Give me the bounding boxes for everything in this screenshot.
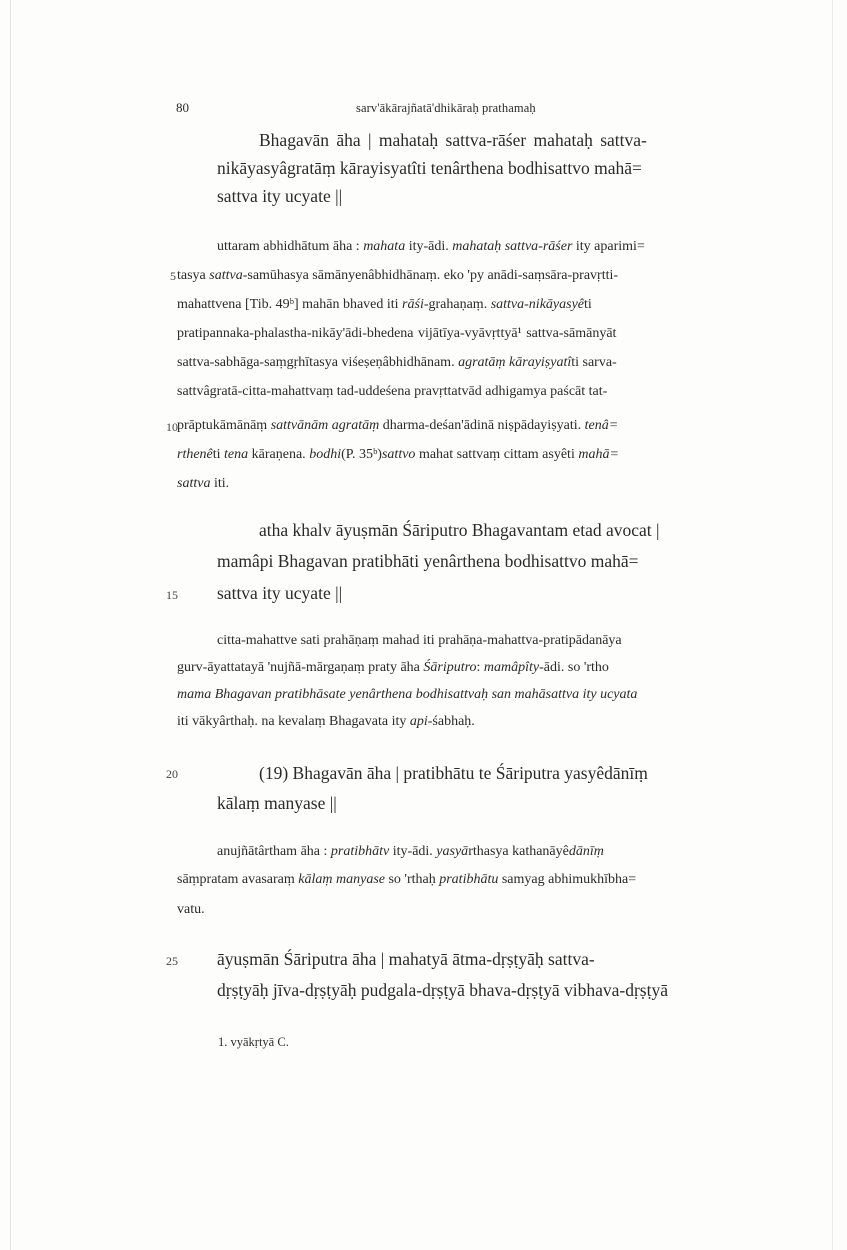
line-number: 5	[170, 269, 176, 283]
page-number: 80	[176, 100, 189, 115]
commentary-line: uttaram abhidhātum āha : mahata ity-ādi. mahataḥ sattva-rāśer ity aparimi=	[217, 239, 645, 254]
commentary-line: citta-mahattve sati prahāṇaṃ mahad iti prahāṇa-mahattva-pratipādanāya	[217, 633, 622, 648]
line-number: 10	[166, 420, 178, 434]
commentary-line: sāṃpratam avasaraṃ kālaṃ manyase so 'rthaḥ pratibhātu samyag abhimukhībha=	[177, 872, 637, 887]
base-text-line: āyuṣmān Śāriputra āha | mahatyā ātma-dṛṣṭyāḥ sattva-	[217, 949, 595, 969]
line-number: 15	[166, 588, 178, 602]
base-text-line: dṛṣṭyāḥ jīva-dṛṣṭyāḥ pudgala-dṛṣṭyā bhava-dṛṣṭyā vibhava-dṛṣṭyā	[217, 980, 668, 1000]
base-text-line: Bhagavān āha | mahataḥ sattva-rāśer mahataḥ sattva-	[259, 130, 647, 150]
commentary-line: sattvâgratā-citta-mahattvaṃ tad-uddeśena pravṛttatvād adhigamya paścāt tat-	[177, 384, 608, 399]
line-number: 25	[166, 954, 178, 968]
base-text-line: nikāyasyâgratāṃ kārayisyatîti tenârthena bodhisattvo mahā=	[217, 158, 642, 178]
commentary-line: rthenêti tena kāraṇena. bodhi(P. 35ᵇ)sattvo mahat sattvaṃ cittam asyêti mahā=	[177, 447, 619, 462]
base-text-line: kālaṃ manyase ||	[217, 793, 337, 813]
base-text-line: sattva ity ucyate ||	[217, 583, 343, 603]
commentary-line: mahattvena [Tib. 49ᵇ] mahān bhaved iti rāśi-grahaṇaṃ. sattva-nikāyasyêti	[177, 297, 592, 312]
line-number: 20	[166, 767, 178, 781]
commentary-line: vatu.	[177, 902, 205, 917]
scan-edge-left	[10, 0, 11, 1250]
commentary-line: pratipannaka-phalastha-nikāy'ādi-bhedena vijātīya-vyāvṛttyā¹ sattva-sāmānyāt	[177, 326, 617, 341]
commentary-line: sattva iti.	[177, 476, 230, 491]
base-text-line: atha khalv āyuṣmān Śāriputro Bhagavantam etad avocat |	[259, 520, 660, 540]
commentary-line: gurv-āyattatayā 'nujñā-mārgaṇaṃ praty āha Śāriputro: mamâpîty-ādi. so 'rtho	[177, 660, 609, 675]
commentary-line: sattva-sabhāga-saṃgṛhītasya viśeṣeṇâbhidhānam. agratāṃ kārayiṣyatîti sarva-	[177, 355, 617, 370]
running-title: sarv'ākārajñatā'dhikāraḥ prathamaḥ	[356, 101, 536, 115]
commentary-line: tasya sattva-samūhasya sāmānyenâbhidhānaṃ. eko 'py anādi-saṃsāra-pravṛtti-	[177, 268, 619, 283]
commentary-line: anujñātârtham āha : pratibhātv ity-ādi. yasyārthasya kathanāyêdānīṃ	[217, 844, 604, 859]
base-text-line: (19) Bhagavān āha | pratibhātu te Śāriputra yasyêdānīṃ	[259, 763, 648, 783]
commentary-line: iti vākyârthaḥ. na kevalaṃ Bhagavata ity api-śabhaḥ.	[177, 714, 475, 729]
commentary-line: prāptukāmānāṃ sattvānām agratāṃ dharma-deśan'ādinā niṣpādayiṣyati. tenâ=	[177, 418, 619, 433]
base-text-line: sattva ity ucyate ||	[217, 186, 343, 206]
scan-edge-right	[832, 0, 833, 1250]
footnote: 1. vyākṛtyā C.	[218, 1035, 289, 1049]
base-text-line: mamâpi Bhagavan pratibhāti yenârthena bodhisattvo mahā=	[217, 551, 639, 571]
commentary-line: mama Bhagavan pratibhāsate yenârthena bodhisattvaḥ san mahāsattva ity ucyata	[177, 687, 638, 702]
